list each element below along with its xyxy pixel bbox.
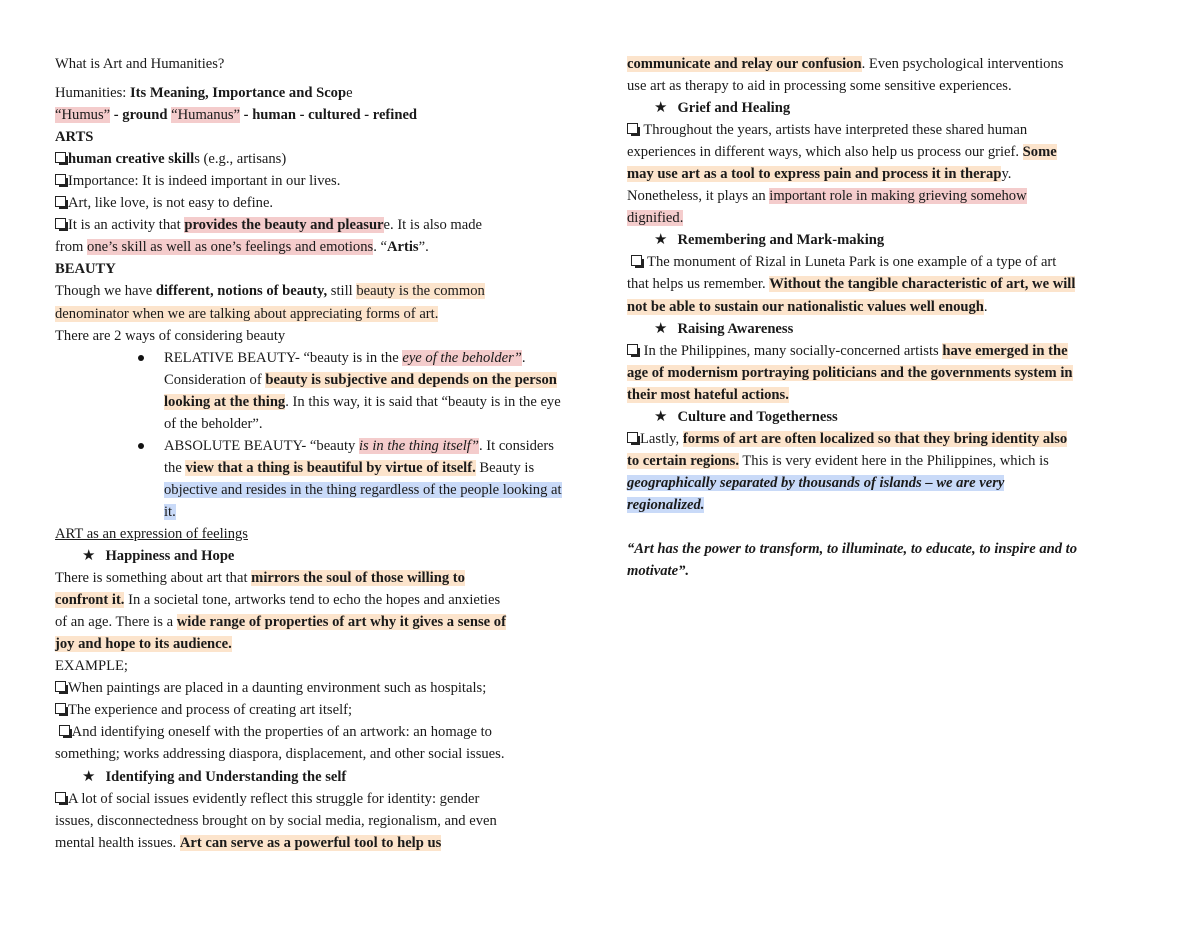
culture-l2-b: This is very evident here in the Philippines, which is xyxy=(739,452,1049,469)
relative-beauty-label: RELATIVE BEAUTY xyxy=(164,349,295,366)
dash: - xyxy=(110,107,123,124)
identity-heading xyxy=(55,766,575,788)
arts-item-1-rest: s (e.g., artisans) xyxy=(194,151,287,168)
arts-item-4 xyxy=(55,214,575,236)
remember-l3-b: . xyxy=(983,298,988,315)
awareness-l1-a: In the Philippines, many socially-concerned artists xyxy=(640,342,943,359)
star-icon: ★ xyxy=(654,320,668,337)
absolute-beauty-b: . It considers the xyxy=(164,437,554,476)
happiness-l2-b: In a societal tone, artworks tend to echo the hopes and anxieties xyxy=(124,592,501,609)
beauty-heading xyxy=(55,258,575,280)
beauty-l1-a: Though we have xyxy=(55,283,156,300)
bullet-dot-icon xyxy=(138,355,144,361)
relative-beauty-item xyxy=(55,347,564,435)
culture-l3-highlight: geographically separated by thousands of islands – we are very xyxy=(627,474,1005,491)
remember-line-1 xyxy=(627,251,1147,273)
grief-line-2 xyxy=(627,141,1147,163)
identity-line-1 xyxy=(55,788,575,810)
absolute-beauty-bold: view that a thing is beautiful by virtue of itself. xyxy=(185,459,476,476)
identity-l3-highlight: Art can serve as a powerful tool to help us xyxy=(179,834,442,851)
example-item-1 xyxy=(55,677,575,699)
grief-line-4 xyxy=(627,185,1147,207)
humanities-prefix: Humanities: xyxy=(55,85,130,102)
arts-item-4-e: ”. xyxy=(418,239,429,256)
culture-title: Culture and Togetherness xyxy=(677,408,838,425)
checkbox-bullet-icon xyxy=(55,196,66,207)
relative-beauty-bold: beauty is subjective and depends on the person looking at the thing xyxy=(164,371,557,410)
identity-line-3 xyxy=(55,832,575,854)
remember-heading xyxy=(627,229,1147,251)
right-line-2: use art as therapy to aid in processing some sensitive experiences. xyxy=(627,78,1012,95)
bullet-dot-icon xyxy=(138,443,144,449)
remember-l3-highlight: not be able to sustain our nationalistic values well enough xyxy=(627,298,984,315)
star-icon: ★ xyxy=(654,232,668,249)
culture-l2-highlight: to certain regions. xyxy=(627,452,739,469)
identity-l3-a: mental health issues. xyxy=(55,834,180,851)
grief-l3-highlight: may use art as a tool to express pain and process it in therap xyxy=(627,166,1002,183)
identity-line-2: issues, disconnectedness brought on by social media, regionalism, and even xyxy=(55,812,497,829)
star-icon: ★ xyxy=(82,548,96,565)
remember-title: Remembering and Mark-making xyxy=(677,232,885,249)
happiness-line-3 xyxy=(55,611,575,633)
beauty-l1-highlight: beauty is the common xyxy=(356,283,485,300)
arts-item-4-d: . “ xyxy=(373,239,387,256)
happiness-l1-highlight: mirrors the soul of those willing to xyxy=(251,570,465,587)
etymology-line xyxy=(55,104,575,126)
checkbox-bullet-icon xyxy=(55,152,66,163)
checkbox-bullet-icon xyxy=(55,792,66,803)
grief-line-1 xyxy=(627,119,1147,141)
closing-quote-l1: “Art has the power to transform, to illuminate, to educate, to inspire and to xyxy=(627,540,1078,557)
beauty-line-1 xyxy=(55,280,575,302)
remember-l2-highlight: Without the tangible characteristic of art, we will xyxy=(769,276,1076,293)
grief-heading xyxy=(627,97,1147,119)
culture-l1-a: Lastly, xyxy=(640,430,683,447)
absolute-beauty-highlight-2: objective and resides in the thing regardless of the people looking at it. xyxy=(164,481,562,520)
example-label: EXAMPLE; xyxy=(55,658,128,675)
star-icon: ★ xyxy=(654,408,668,425)
star-icon: ★ xyxy=(82,768,96,785)
happiness-line-1 xyxy=(55,567,575,589)
awareness-title: Raising Awareness xyxy=(677,320,794,337)
arts-item-1 xyxy=(55,148,575,170)
relative-beauty-c: . In this way, it is said that “beauty is in the eye of the beholder”. xyxy=(164,393,561,432)
happiness-l1-a: There is something about art that xyxy=(55,570,252,587)
absolute-beauty-item xyxy=(55,435,564,523)
checkbox-bullet-icon xyxy=(627,344,638,355)
grief-l4-a: Nonetheless, it plays an xyxy=(627,188,770,205)
awareness-line-2 xyxy=(627,362,1147,384)
checkbox-bullet-icon xyxy=(631,255,642,266)
spacer xyxy=(627,516,1147,538)
ground-term: ground xyxy=(122,107,168,124)
arts-item-2 xyxy=(55,170,575,192)
closing-quote-line-1 xyxy=(627,538,1147,560)
humanities-bold: Its Meaning, Importance and Scop xyxy=(130,85,347,102)
awareness-line-1 xyxy=(627,340,1147,362)
arts-item-4-a: It is an activity that xyxy=(68,217,185,234)
arts-item-1-bold: human creative skill xyxy=(68,151,195,168)
arts-item-2-text: Importance: It is indeed important in our lives. xyxy=(68,173,341,190)
remember-l2-a: that helps us remember. xyxy=(627,276,770,293)
happiness-l4-highlight: joy and hope to its audience. xyxy=(55,636,232,653)
relative-beauty-b: . Consideration of xyxy=(164,349,526,388)
happiness-l3-highlight: wide range of properties of art why it gives a sense of xyxy=(176,614,506,631)
checkbox-bullet-icon xyxy=(55,703,66,714)
culture-line-4 xyxy=(627,494,1147,516)
beauty-l2-highlight: denominator when we are talking about appreciating forms of art. xyxy=(55,305,439,322)
example-item-2 xyxy=(55,699,575,721)
example-item-3-cont: something; works addressing diaspora, displacement, and other social issues. xyxy=(55,746,505,763)
awareness-line-3 xyxy=(627,384,1147,406)
arts-item-4-b: e. It is also made xyxy=(383,217,483,234)
right-l1-highlight: communicate and relay our confusion xyxy=(627,56,862,72)
right-l1-b: . Even psychological interventions xyxy=(861,56,1064,72)
culture-line-3 xyxy=(627,472,1147,494)
grief-l2-a: experiences in different ways, which also help us process our grief. xyxy=(627,144,1023,161)
relative-beauty-a: - “beauty is in the xyxy=(294,349,403,366)
identity-l1-text: A lot of social issues evidently reflect this struggle for identity: gender xyxy=(68,790,480,807)
arts-item-4-c: from xyxy=(55,239,88,256)
absolute-beauty-a: - “beauty xyxy=(301,437,359,454)
grief-l5-highlight: dignified. xyxy=(627,210,684,227)
humanities-line xyxy=(55,82,575,104)
absolute-beauty-c: Beauty is xyxy=(475,459,535,476)
example-item-2-text: The experience and process of creating art itself; xyxy=(68,702,353,719)
arts-heading-text: ARTS xyxy=(55,129,94,146)
grief-l3-b: y. xyxy=(1001,166,1012,183)
grief-title: Grief and Healing xyxy=(677,100,791,117)
culture-heading xyxy=(627,406,1147,428)
beauty-l1-b: still xyxy=(327,283,357,300)
document-title: What is Art and Humanities? xyxy=(55,56,225,72)
arts-item-3-text: Art, like love, is not easy to define. xyxy=(68,195,274,212)
beauty-line-2 xyxy=(55,303,575,325)
happiness-title: Happiness and Hope xyxy=(105,548,235,565)
remember-line-2 xyxy=(627,273,1147,295)
culture-line-2 xyxy=(627,450,1147,472)
grief-line-5 xyxy=(627,207,1147,229)
grief-line-3 xyxy=(627,163,1147,185)
identity-title: Identifying and Understanding the self xyxy=(105,768,347,785)
right-column xyxy=(627,53,1147,582)
arts-item-4-highlight-2: one’s skill as well as one’s feelings and emotions xyxy=(87,239,374,256)
checkbox-bullet-icon xyxy=(55,218,66,229)
closing-quote-line-2 xyxy=(627,560,1147,582)
example-item-3 xyxy=(55,721,575,743)
grief-l1-text: Throughout the years, artists have interpreted these shared human xyxy=(640,122,1028,139)
star-icon: ★ xyxy=(654,100,668,117)
example-item-3-a: And identifying oneself with the properties of an artwork: an homage to xyxy=(71,724,492,741)
awareness-l3-highlight: their most hateful actions. xyxy=(627,386,789,403)
remember-l1-text: The monument of Rizal in Luneta Park is one example of a type of art xyxy=(643,254,1057,271)
grief-l4-highlight: important role in making grieving somehow xyxy=(769,188,1027,205)
checkbox-bullet-icon xyxy=(59,725,70,736)
beauty-ways: There are 2 ways of considering beauty xyxy=(55,327,286,344)
culture-l1-highlight: forms of art are often localized so that they bring identity also xyxy=(682,430,1068,447)
culture-line-1 xyxy=(627,428,1147,450)
example-item-1-text: When paintings are placed in a daunting environment such as hospitals; xyxy=(68,680,487,697)
happiness-l3-a: of an age. There is a xyxy=(55,614,177,631)
awareness-l2-highlight: age of modernism portraying politicians and the governments system in xyxy=(627,364,1073,381)
grief-l2-highlight: Some xyxy=(1022,144,1057,161)
relative-beauty-highlight: eye of the beholder” xyxy=(402,349,522,366)
right-line-1 xyxy=(627,53,1147,75)
checkbox-bullet-icon xyxy=(627,432,638,443)
artis-term: Artis xyxy=(386,239,419,256)
checkbox-bullet-icon xyxy=(55,681,66,692)
remember-line-3 xyxy=(627,296,1147,318)
absolute-beauty-label: ABSOLUTE BEAUTY xyxy=(164,437,302,454)
beauty-l1-bold: different, notions of beauty, xyxy=(155,283,328,300)
awareness-heading xyxy=(627,318,1147,340)
humanus-term: “Humanus” xyxy=(171,107,241,124)
happiness-line-2 xyxy=(55,589,575,611)
humus-term: “Humus” xyxy=(55,107,111,124)
culture-l4-highlight: regionalized. xyxy=(627,496,705,513)
etymology-rest: - human - cultured - refined xyxy=(240,107,418,124)
checkbox-bullet-icon xyxy=(55,174,66,185)
happiness-l2-highlight: confront it. xyxy=(55,592,125,609)
arts-heading xyxy=(55,126,575,148)
beauty-heading-text: BEAUTY xyxy=(55,261,116,278)
arts-item-4-highlight: provides the beauty and pleasur xyxy=(184,217,384,234)
happiness-line-4 xyxy=(55,633,575,655)
absolute-beauty-highlight: is in the thing itself” xyxy=(358,437,479,454)
expression-heading: ART as an expression of feelings xyxy=(55,525,248,542)
happiness-heading xyxy=(55,545,575,567)
arts-item-3 xyxy=(55,192,575,214)
awareness-l1-highlight: have emerged in the xyxy=(942,342,1068,359)
checkbox-bullet-icon xyxy=(627,123,638,134)
arts-item-4-cont xyxy=(55,236,575,258)
humanities-suffix: e xyxy=(346,85,353,102)
left-column xyxy=(55,53,575,854)
closing-quote-l2: motivate”. xyxy=(627,563,690,580)
